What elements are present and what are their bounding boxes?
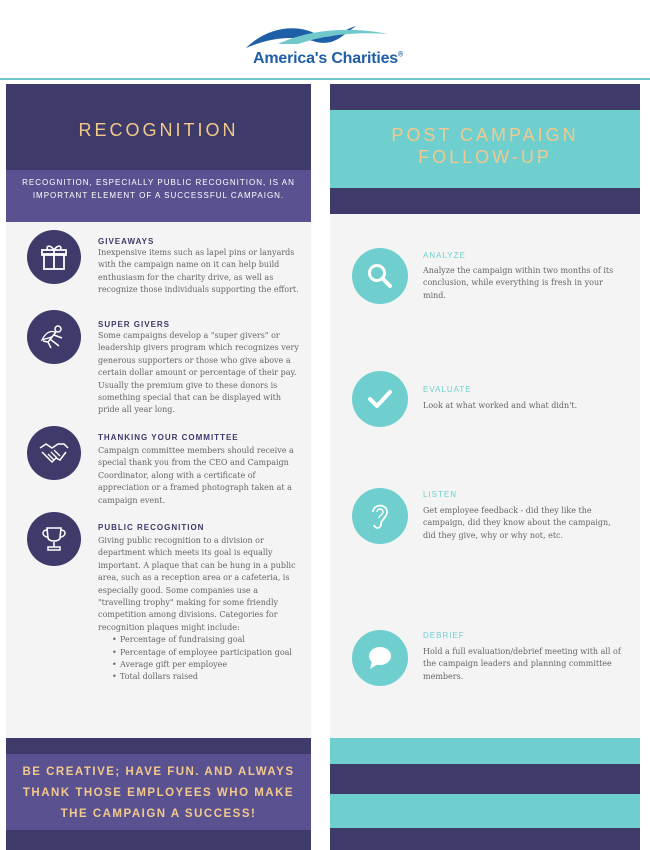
recognition-title: RECOGNITION xyxy=(78,120,239,140)
thanking-committee-heading: THANKING YOUR COMMITTEE xyxy=(98,433,239,442)
recognition-subtitle: RECOGNITION, ESPECIALLY PUBLIC RECOGNITION, IS AN IMPORTANT ELEMENT OF A SUCCESSFUL CAMPAIGN. xyxy=(22,178,295,200)
list-item: • Percentage of employee participation goal xyxy=(112,647,303,659)
checkmark-icon xyxy=(352,371,408,427)
debrief-heading: DEBRIEF xyxy=(423,631,465,640)
list-item: • Average gift per employee xyxy=(112,659,303,671)
super-givers-heading: SUPER GIVERS xyxy=(98,320,171,329)
analyze-text: Analyze the campaign within two months of its conclusion, while everything is fresh in your mind. xyxy=(423,266,614,300)
evaluate-text: Look at what worked and what didn't. xyxy=(423,401,578,410)
footer-message: BE CREATIVE; HAVE FUN. AND ALWAYS THANK THOSE EMPLOYEES WHO MAKE THE CAMPAIGN A SUCCESS! xyxy=(22,766,295,820)
list-item: • Percentage of fundraising goal xyxy=(112,634,303,646)
followup-title xyxy=(330,124,640,168)
debrief-text: Hold a full evaluation/debrief meeting with all of the campaign leaders and planning committee members. xyxy=(423,647,621,681)
public-recognition-heading: PUBLIC RECOGNITION xyxy=(98,523,205,532)
giveaways-heading: GIVEAWAYS xyxy=(98,237,155,246)
giveaways-text: Inexpensive items such as lapel pins or lanyards with the campaign name on it can help build enthusiasm for the charity drive, as well as recognize those individuals supporting the effort. xyxy=(98,248,299,295)
followup-title-line-2: FOLLOW-UP xyxy=(418,147,552,167)
gift-icon xyxy=(27,230,81,284)
magnifier-icon xyxy=(352,248,408,304)
listen-heading: LISTEN xyxy=(423,490,458,499)
followup-band-top xyxy=(330,84,640,110)
super-givers-text: Some campaigns develop a "super givers" or leadership givers program which recognizes very generous supporters or those who give above a certain dollar amount or percentage of their pay. Usually the premium give to these donors is something special that can be displayed with pride all year long. xyxy=(98,331,299,415)
header-divider xyxy=(0,78,650,80)
followup-column xyxy=(330,84,640,850)
trophy-icon xyxy=(27,512,81,566)
followup-footer-band-3 xyxy=(330,794,640,828)
list-item: • Total dollars raised xyxy=(112,671,303,683)
followup-footer-band-2 xyxy=(330,764,640,794)
public-recognition-paragraph: Giving public recognition to a division or department which meets its goal is equally important. A plaque that can be hung in a public area, such as a reception area or a cafeteria, is especially good. Some companies use a "travelling trophy" making for some friendly competition among divisions. Categories for recognition plaques might include: xyxy=(98,536,296,632)
footer-band-top xyxy=(6,738,311,754)
followup-band-mid xyxy=(330,188,640,214)
analyze-heading: ANALYZE xyxy=(423,251,466,260)
brand-name: America's Charities® xyxy=(253,50,403,67)
followup-title-line-1: POST CAMPAIGN xyxy=(391,125,579,145)
thanking-committee-text: Campaign committee members should receive a special thank you from the CEO and Campaign Coordinator, along with a certificate of appreciation or a framed photograph taken at a campaign event. xyxy=(98,446,294,505)
handshake-icon xyxy=(27,426,81,480)
footer-band-bottom xyxy=(6,830,311,850)
public-recognition-text xyxy=(98,535,303,684)
followup-footer-band-1 xyxy=(330,738,640,764)
evaluate-heading: EVALUATE xyxy=(423,385,472,394)
speech-bubble-icon xyxy=(352,630,408,686)
followup-footer-band-4 xyxy=(330,828,640,850)
listen-text: Get employee feedback - did they like the campaign, did they know about the campaign, did they give, why or why not, etc. xyxy=(423,506,611,540)
superhero-icon xyxy=(27,310,81,364)
recognition-column xyxy=(6,84,311,850)
header xyxy=(0,0,650,80)
ear-icon xyxy=(352,488,408,544)
americas-charities-logo[interactable] xyxy=(228,20,428,72)
recognition-categories-list xyxy=(112,634,303,684)
logo-swoosh-icon xyxy=(238,20,418,50)
